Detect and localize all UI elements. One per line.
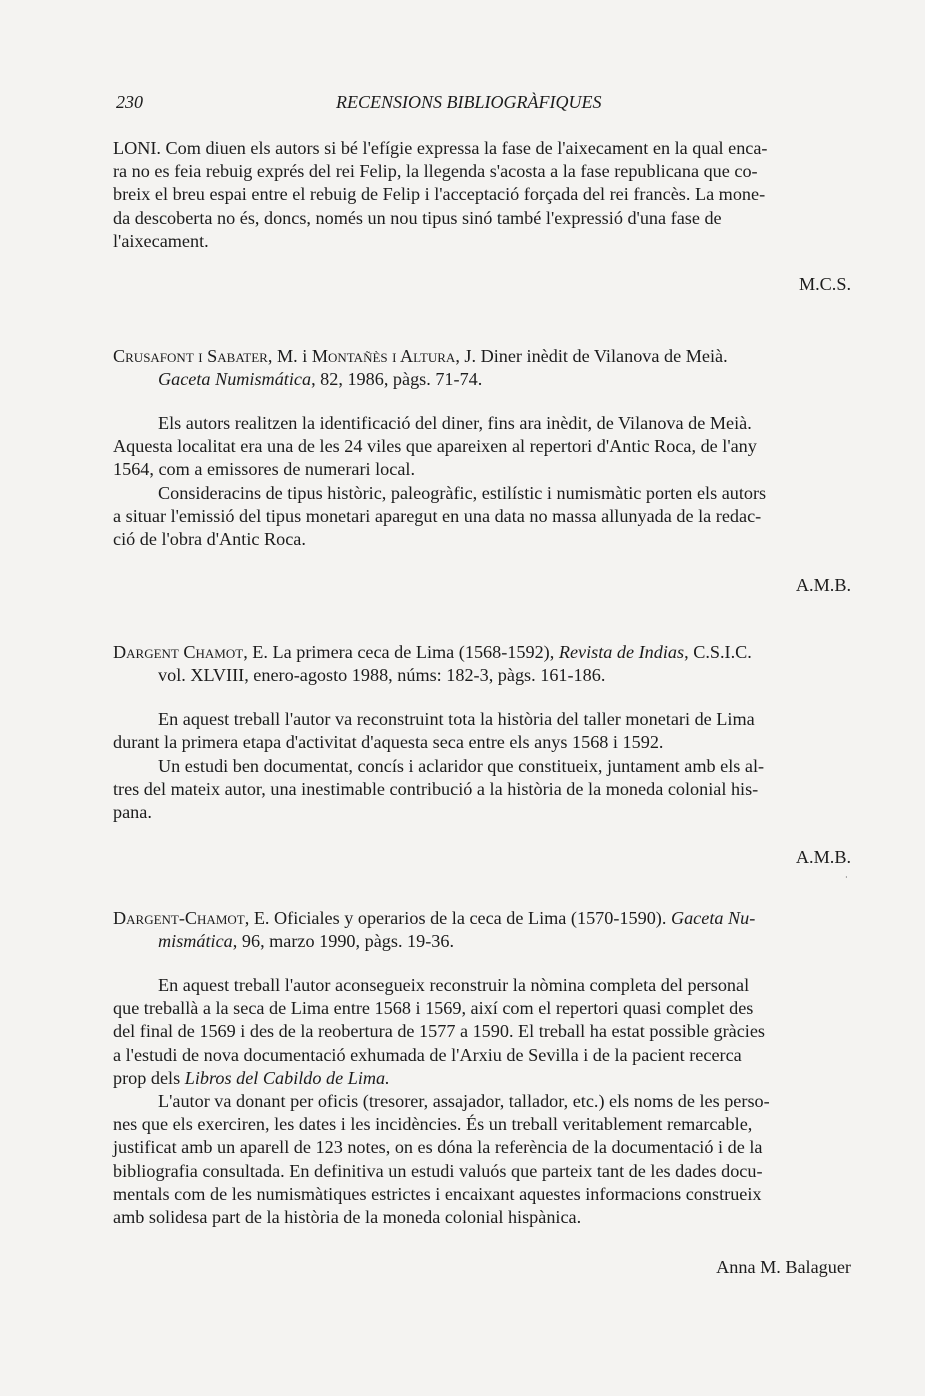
review2-citation (113, 641, 851, 687)
text-line: ra no es feia rebuig exprés del rei Felip, la llegenda s'acosta a la fase republicana que co- (113, 161, 758, 182)
text-line: del final de 1569 i des de la reobertura de 1577 a 1590. El treball ha estat possible gràcies (113, 1021, 766, 1042)
journal-title: Revista de Indias (558, 642, 685, 662)
text-line: LONI. Com diuen els autors si bé l'efígie expressa la fase de l'aixecament en la qual enca- (113, 138, 768, 158)
text-line: que treballà a la seca de Lima entre 1568 i 1569, així com el repertori quasi complet des (113, 998, 754, 1019)
text-line: l'aixecament. (113, 230, 209, 251)
citation-line: mismática, 96, marzo 1990, pàgs. 19-36. (158, 931, 455, 952)
intro-paragraph (113, 137, 851, 253)
review1-paragraph-2 (113, 482, 851, 552)
citation-line: Dargent Chamot, E. La primera ceca de Lima (1568-1592), Revista de Indias, C.S.I.C. (113, 642, 752, 662)
review3-citation (113, 907, 851, 953)
signature-anna-balaguer: Anna M. Balaguer (716, 1257, 851, 1277)
signature-mcs: M.C.S. (798, 274, 851, 294)
review1-paragraph-1 (113, 412, 851, 482)
journal-title: Gaceta Nu- (670, 908, 756, 928)
text-line: Els autors realitzen la identificació del diner, fins ara inèdit, de Vilanova de Meià. (158, 413, 752, 433)
ink-speck: · (845, 873, 848, 882)
book-title: Libros del Cabildo de Lima. (184, 1067, 390, 1088)
text-line: da descoberta no és, doncs, només un nou tipus sinó també l'expressió d'una fase de (113, 207, 722, 228)
citation-line: vol. XLVIII, enero-agosto 1988, núms: 182-3, pàgs. 161-186. (158, 665, 606, 686)
text-line: a situar l'emissió del tipus monetari aparegut en una data no massa allunyada de la redac- (113, 506, 762, 527)
signature-amb: A.M.B. (795, 847, 851, 867)
text-line: justificat amb un aparell de 123 notes, on es dóna la referència de la documentació i de la (113, 1137, 763, 1158)
author-name: Dargent Chamot (113, 642, 244, 662)
author-name: Montañès i Altura (311, 346, 456, 366)
citation-line: Dargent-Chamot, E. Oficiales y operarios de la ceca de Lima (1570-1590). Gaceta Nu- (113, 908, 756, 928)
text-line: L'autor va donant per oficis (tresorer, assajador, tallador, etc.) els noms de les perso- (158, 1091, 770, 1111)
running-header (113, 92, 851, 116)
review3-paragraph-1 (113, 974, 851, 1090)
journal-title: mismática (158, 931, 233, 952)
running-title: RECENSIONS BIBLIOGRÀFIQUES (336, 92, 602, 112)
author-name: Crusafont i Sabater (113, 346, 268, 366)
review2-paragraph-1 (113, 708, 851, 754)
review1-citation (113, 345, 851, 391)
citation-line: Crusafont i Sabater, M. i Montañès i Altura, J. Diner inèdit de Vilanova de Meià. (113, 346, 728, 366)
text-line: En aquest treball l'autor aconsegueix reconstruir la nòmina completa del personal (158, 975, 750, 995)
page-number: 230 (116, 92, 143, 112)
text-line: En aquest treball l'autor va reconstruint tota la història del taller monetari de Lima (158, 709, 755, 729)
review2-paragraph-2 (113, 755, 851, 825)
signature-amb: A.M.B. (795, 575, 851, 595)
citation-line: Gaceta Numismática, 82, 1986, pàgs. 71-74. (158, 369, 483, 390)
text-line: nes que els exerciren, les dates i les incidències. És un treball veritablement remarcable, (113, 1114, 753, 1135)
author-name: Dargent-Chamot (113, 908, 245, 928)
text-line: mentals com de les numismàtiques estrictes i encaixant aquestes informacions construeix (113, 1183, 762, 1204)
text-line: tres del mateix autor, una inestimable contribució a la història de la moneda colonial his- (113, 779, 759, 800)
journal-title: Gaceta Numismática (158, 369, 312, 390)
text-line: bibliografia consultada. En definitiva un estudi valuós que parteix tant de les dades docu- (113, 1160, 763, 1181)
text-line: amb solidesa part de la història de la moneda colonial hispànica. (113, 1207, 582, 1228)
text-line: 1564, com a emissores de numerari local. (113, 459, 416, 480)
text-line: breix el breu espai entre el rebuig de Felip i l'acceptació forçada del rei francès. La mone- (113, 184, 766, 205)
text-line: Consideracins de tipus històric, paleogràfic, estilístic i numismàtic porten els autors (158, 483, 767, 503)
text-line: a l'estudi de nova documentació exhumada de l'Arxiu de Sevilla i de la pacient recerca (113, 1044, 742, 1065)
text-line: ció de l'obra d'Antic Roca. (113, 529, 306, 550)
text-line: pana. (113, 802, 152, 823)
text-line: prop dels Libros del Cabildo de Lima. (113, 1067, 390, 1088)
text-line: Un estudi ben documentat, concís i aclaridor que constitueix, juntament amb els al- (158, 756, 765, 776)
text-line: Aquesta localitat era una de les 24 viles que apareixen al repertori d'Antic Roca, de l'any (113, 436, 757, 457)
text-line: durant la primera etapa d'activitat d'aquesta seca entre els anys 1568 i 1592. (113, 732, 664, 753)
review3-paragraph-2 (113, 1090, 851, 1229)
